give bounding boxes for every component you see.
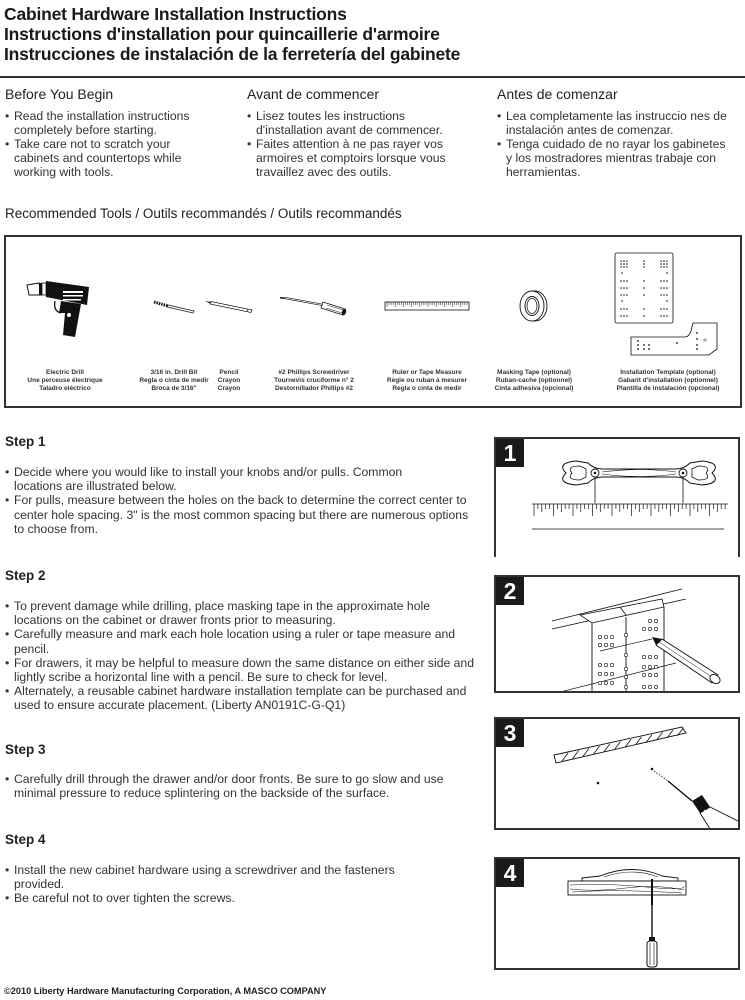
list-item: • Read the installation instructions completely before starting. — [5, 109, 250, 137]
before-you-begin-english — [5, 86, 250, 179]
tool-label: Electric Drill Une perceuse électrique Taladro eléctrico — [27, 369, 103, 392]
figure-number: 2 — [496, 577, 524, 605]
document-title — [4, 4, 460, 64]
list-item: • To prevent damage while drilling, place masking tape in the approximate hole locations on the cabinet or drawer fronts prior to measuring. — [5, 599, 475, 627]
title-english: Cabinet Hardware Installation Instructions — [4, 4, 347, 24]
tools-heading: Recommended Tools / Outils recommandés / Outils recommandés — [5, 206, 402, 221]
tool-ruler — [382, 237, 472, 406]
list-item: • Faites attention à ne pas rayer vos armoires et comptoirs lorsque vous travaillez avec des outils. — [247, 137, 472, 179]
list-item: • Install the new cabinet hardware using a screwdriver and the fasteners provided. — [5, 863, 445, 891]
tool-installation-template — [608, 237, 728, 406]
before-you-begin-french — [247, 86, 492, 179]
figure-number: 1 — [496, 439, 524, 467]
list-item: • Lea completamente las instruccio nes de instalación antes de comenzar. — [497, 109, 729, 137]
tool-label: Pencil Crayon Crayon — [217, 369, 241, 392]
ruler-icon — [384, 300, 470, 312]
list-item: • Carefully drill through the drawer and/or door fronts. Be sure to go slow and use minimal pressure to reduce splintering on the backside of the surface. — [5, 772, 475, 800]
list-item: • Alternately, a reusable cabinet hardware installation template can be purchased and used to ensure accurate placement. (Liberty AN0191C-G-Q1) — [5, 684, 470, 712]
list-item: • For pulls, measure between the holes on the back to determine the correct center to center hole spacing. 3" is the most common spacing but there are numerous options to choose from. — [5, 493, 470, 536]
section-heading: Antes de comenzar — [497, 86, 618, 102]
before-you-begin-spanish — [497, 86, 742, 179]
tool-phillips-screwdriver — [274, 237, 354, 406]
step-1-title: Step 1 — [5, 434, 46, 449]
figure-number: 4 — [496, 859, 524, 887]
tool-label: Installation Template (optional) Gabarit d'installation (optionnel) Plantilla de instalación (opcional) — [616, 369, 720, 392]
list-item: • Decide where you would like to install your knobs and/or pulls. Common locations are illustrated below. — [5, 465, 445, 493]
section-heading: Before You Begin — [5, 86, 114, 102]
title-divider — [0, 76, 745, 78]
step-4-figure — [494, 857, 740, 970]
list-item: • Tenga cuidado de no rayar los gabinetes y los mostradores mientras trabaje con herramientas. — [497, 137, 729, 179]
list-item: • Be careful not to over tighten the screws. — [5, 891, 483, 905]
pull-measure-illustration — [496, 439, 740, 557]
figure-number: 3 — [496, 719, 524, 747]
step-4-list — [5, 863, 483, 906]
section-heading: Avant de commencer — [247, 86, 380, 102]
mark-holes-illustration — [496, 577, 740, 693]
step-2-figure — [494, 575, 740, 693]
pencil-icon — [204, 298, 254, 314]
drill-holes-illustration — [496, 719, 740, 830]
installation-template-icon — [613, 251, 723, 369]
step-1-list — [5, 465, 483, 536]
title-spanish: Instrucciones de instalación de la ferretería del gabinete — [4, 44, 461, 64]
list-item: • Carefully measure and mark each hole location using a ruler or tape measure and pencil. — [5, 627, 470, 655]
copyright-footer: ©2010 Liberty Hardware Manufacturing Corporation, A MASCO COMPANY — [4, 986, 327, 996]
step-3-title: Step 3 — [5, 742, 46, 757]
drill-bit-icon — [152, 298, 196, 314]
step-4-title: Step 4 — [5, 832, 46, 847]
list-item: • Lisez toutes les instructions d'installation avant de commencer. — [247, 109, 465, 137]
tool-label: 3/16 in. Drill Bit Regla o cinta de medir Broca de 3/16" — [139, 369, 209, 392]
tool-label: Masking Tape (optional) Ruban-cache (optionnel) Cinta adhesiva (opcional) — [494, 369, 574, 392]
tool-pencil — [204, 237, 254, 406]
phillips-screwdriver-icon — [279, 295, 349, 317]
title-french: Instructions d'installation pour quincaillerie d'armoire — [4, 24, 440, 44]
step-1-figure — [494, 437, 740, 557]
list-item: • Take care not to scratch your cabinets and countertops while working with tools. — [5, 137, 210, 179]
tools-panel — [4, 235, 742, 408]
step-2-list — [5, 599, 483, 713]
tool-label: #2 Phillips Screwdriver Tournevis cruciforme n° 2 Destornillador Phillips #2 — [274, 369, 354, 392]
step-3-figure — [494, 717, 740, 830]
list-item: • For drawers, it may be helpful to measure down the same distance on either side and lightly scribe a horizontal line with a pencil. Be sure to check for level. — [5, 656, 483, 684]
tool-label: Ruler or Tape Measure Règle ou ruban à mesurer Regla o cinta de medir — [386, 369, 468, 392]
step-3-list — [5, 772, 483, 800]
masking-tape-icon — [519, 289, 549, 323]
step-2-title: Step 2 — [5, 568, 46, 583]
tool-masking-tape — [494, 237, 574, 406]
install-hardware-illustration — [496, 859, 740, 970]
tool-electric-drill — [20, 237, 110, 406]
electric-drill-icon — [25, 271, 105, 341]
